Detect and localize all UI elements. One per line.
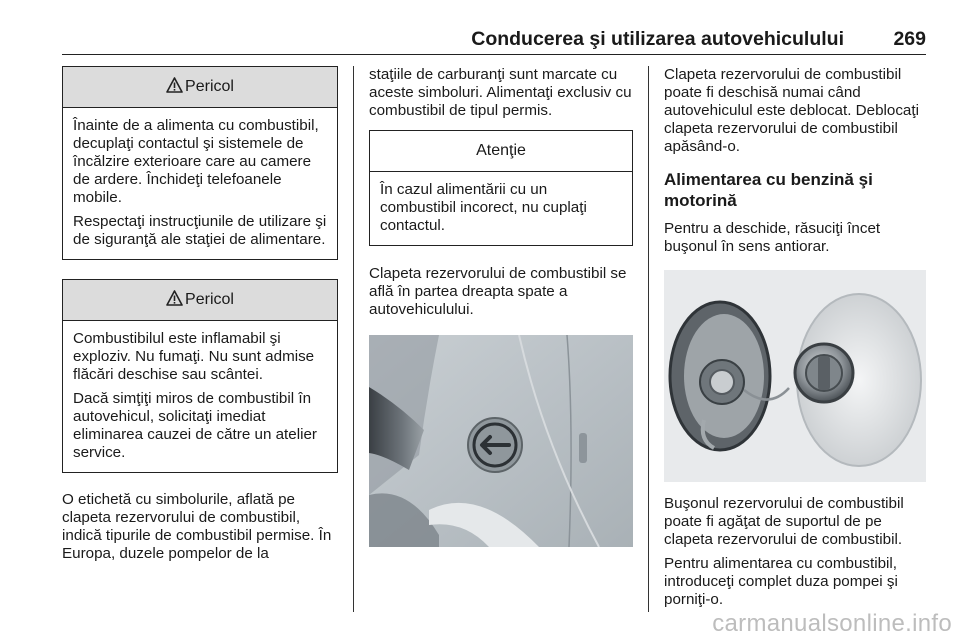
danger-text: Înainte de a alimenta cu combustibil, decuplaţi contactul şi sistemele de încălzire exterioare care au camere de ardere. Închideţi telefoanele mobile. bbox=[73, 117, 319, 206]
body-paragraph: staţiile de carburanţi sunt marcate cu aceste simboluri. Alimentaţi exclusiv cu combustibil de tipul permis. bbox=[369, 66, 632, 119]
fuel-cap-photo bbox=[664, 270, 926, 482]
caution-box-title: Atenţie bbox=[476, 142, 526, 159]
danger-box-2 bbox=[62, 279, 338, 473]
column-3 bbox=[664, 66, 926, 615]
warning-triangle-icon bbox=[166, 77, 183, 93]
watermark: carmanualsonline.info bbox=[712, 610, 952, 637]
header-rule bbox=[62, 54, 926, 55]
danger-text: Respectaţi instrucţiunile de utilizare şi de siguranţă ale staţiei de alimentare. bbox=[73, 213, 327, 248]
caution-box bbox=[369, 130, 633, 246]
danger-text: Dacă simţiţi miros de combustibil în autovehicul, solicitaţi imediat eliminarea cauzei de către un atelier service. bbox=[73, 390, 317, 461]
body-paragraph: Pentru a deschide, răsuciţi încet buşonul în sens antiorar. bbox=[664, 220, 881, 255]
body-paragraph: Pentru alimentarea cu combustibil, introduceţi complet duza pompei şi porniţi-o. bbox=[664, 555, 898, 608]
column-1 bbox=[62, 66, 338, 569]
caution-text: În cazul alimentării cu un combustibil incorect, nu cuplaţi contactul. bbox=[380, 181, 587, 234]
fuel-door-location-photo bbox=[369, 335, 633, 547]
danger-box-title: Pericol bbox=[185, 78, 234, 95]
page-header bbox=[62, 26, 926, 52]
caution-box-header bbox=[370, 131, 632, 172]
body-paragraph: Clapeta rezervorului de combustibil se află în partea dreapta spate a autovehiculului. bbox=[369, 265, 627, 318]
danger-box-1 bbox=[62, 66, 338, 260]
warning-triangle-icon bbox=[166, 290, 183, 306]
danger-text: Combustibilul este inflamabil şi exploziv. Nu fumaţi. Nu sunt admise flăcări deschise sau scântei. bbox=[73, 330, 315, 383]
danger-box-header bbox=[63, 67, 337, 108]
body-paragraph: O etichetă cu simbolurile, aflată pe clapeta rezervorului de combustibil, indică tipurile de combustibil permise. În Europa, duzele pompelor de la bbox=[62, 491, 332, 562]
danger-box-header bbox=[63, 280, 337, 321]
column-2 bbox=[369, 66, 633, 547]
page-number: 269 bbox=[893, 28, 926, 50]
column-divider-1 bbox=[353, 66, 354, 612]
page-title: Conducerea şi utilizarea autovehiculului bbox=[471, 28, 844, 50]
column-divider-2 bbox=[648, 66, 649, 612]
section-heading: Alimentarea cu benzină şi motorină bbox=[664, 170, 873, 210]
body-paragraph: Clapeta rezervorului de combustibil poate fi deschisă numai când autovehiculul este deblocat. Deblocaţi clapeta rezervorului de combustibil apăsând-o. bbox=[664, 66, 919, 155]
body-paragraph: Buşonul rezervorului de combustibil poate fi agăţat de suportul de pe clapeta rezervorului de combustibil. bbox=[664, 495, 904, 548]
danger-box-title: Pericol bbox=[185, 291, 234, 308]
